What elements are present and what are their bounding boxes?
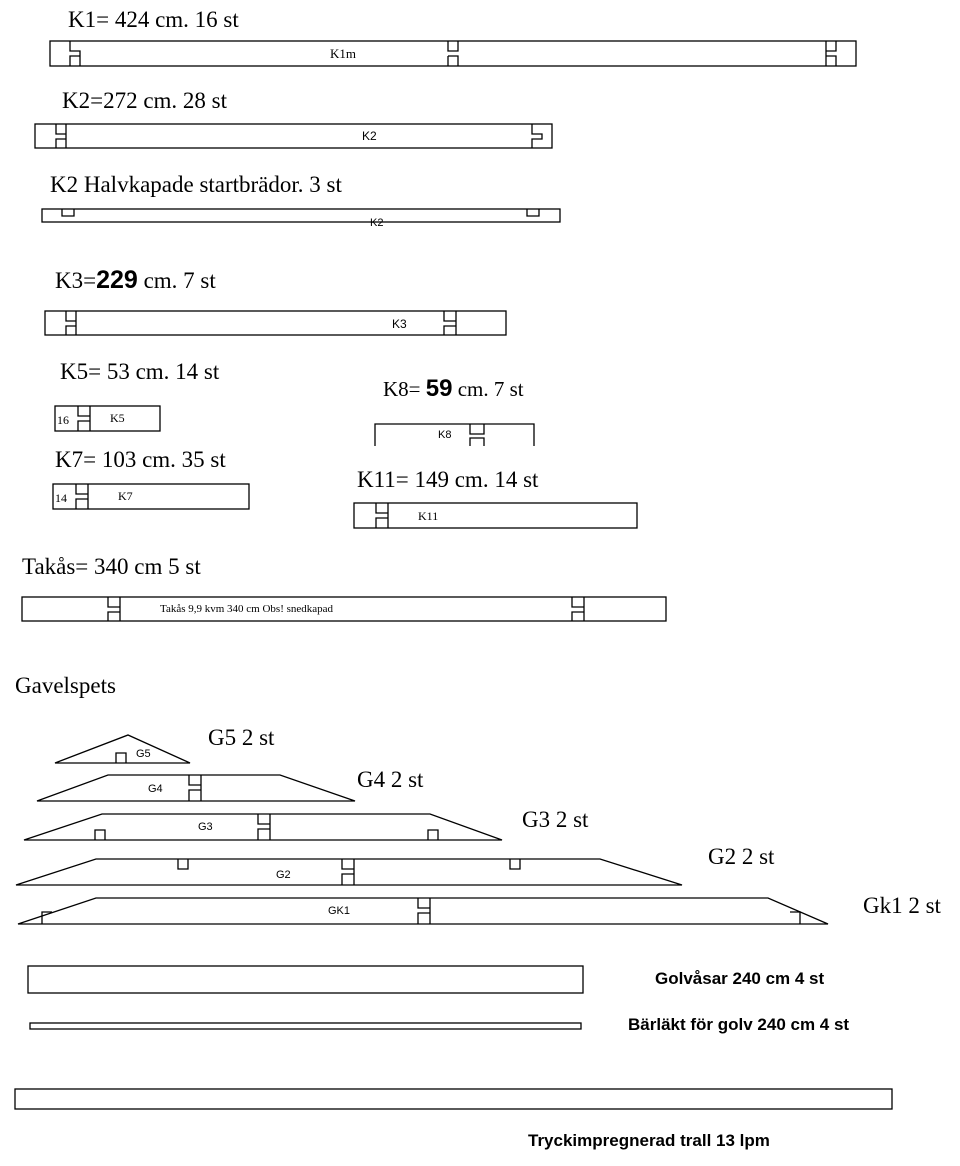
k3-prefix: K3= (55, 268, 97, 293)
takas-board (22, 597, 666, 621)
takas-title: Takås= 340 cm 5 st (22, 554, 201, 579)
k2-board-label: K2 (362, 129, 377, 143)
k11-board-label: K11 (418, 509, 439, 523)
k8-length: 59 (425, 375, 453, 402)
g4-board-label: G4 (148, 783, 163, 795)
gavel-heading: Gavelspets (15, 673, 116, 698)
k3-suffix: cm. 7 st (137, 268, 216, 293)
g2-title: G2 2 st (708, 844, 775, 869)
k3-board (45, 311, 506, 335)
g3-title: G3 2 st (522, 807, 589, 832)
k8-suffix: cm. 7 st (452, 377, 524, 401)
trall-board (15, 1089, 892, 1109)
g5-board-label: G5 (136, 748, 151, 760)
k8-board-label: K8 (438, 429, 452, 441)
k8-title (383, 375, 524, 402)
k5-num: 16 (57, 413, 69, 427)
k11-title: K11= 149 cm. 14 st (357, 467, 539, 492)
k7-board (53, 484, 249, 509)
g2-board-label: G2 (276, 869, 291, 881)
g3-board-label: G3 (198, 821, 213, 833)
k1-title: K1= 424 cm. 16 st (68, 7, 239, 32)
k2half-title: K2 Halvkapade startbrädor. 3 st (50, 172, 342, 197)
k2-board (35, 124, 552, 148)
gk1-board (18, 898, 828, 924)
g5-board (55, 735, 190, 763)
g2-board (16, 859, 682, 885)
k7-num: 14 (55, 491, 67, 505)
k7-board-label: K7 (118, 489, 133, 503)
k3-title (55, 266, 216, 294)
g5-title: G5 2 st (208, 725, 275, 750)
k1-board-label: K1m (330, 46, 356, 61)
barlakt-board (30, 1023, 581, 1029)
k3-length: 229 (96, 266, 138, 294)
gk1-board-label: GK1 (328, 905, 351, 917)
g3-board (24, 814, 502, 840)
golvasar-board (28, 966, 583, 993)
trall-label: Tryckimpregnerad trall 13 lpm (528, 1131, 770, 1150)
k2half-board-label: K2 (370, 217, 384, 229)
k3-board-label: K3 (392, 317, 407, 331)
g4-board (37, 775, 355, 801)
golvasar-label: Golvåsar 240 cm 4 st (655, 969, 825, 988)
k5-title: K5= 53 cm. 14 st (60, 359, 220, 384)
k2half-board (42, 209, 560, 229)
k8-prefix: K8= (383, 377, 426, 401)
k2-title: K2=272 cm. 28 st (62, 88, 228, 113)
k8-board (375, 424, 534, 446)
takas-board-label: Takås 9,9 kvm 340 cm Obs! snedkapad (160, 603, 334, 615)
k7-title: K7= 103 cm. 35 st (55, 447, 226, 472)
k11-board (354, 503, 637, 528)
barlakt-label: Bärläkt för golv 240 cm 4 st (628, 1015, 850, 1034)
k1-board (50, 41, 856, 66)
k5-board-label: K5 (110, 411, 125, 425)
g4-title: G4 2 st (357, 767, 424, 792)
gk1-title: Gk1 2 st (863, 893, 941, 918)
k5-board (55, 406, 160, 431)
